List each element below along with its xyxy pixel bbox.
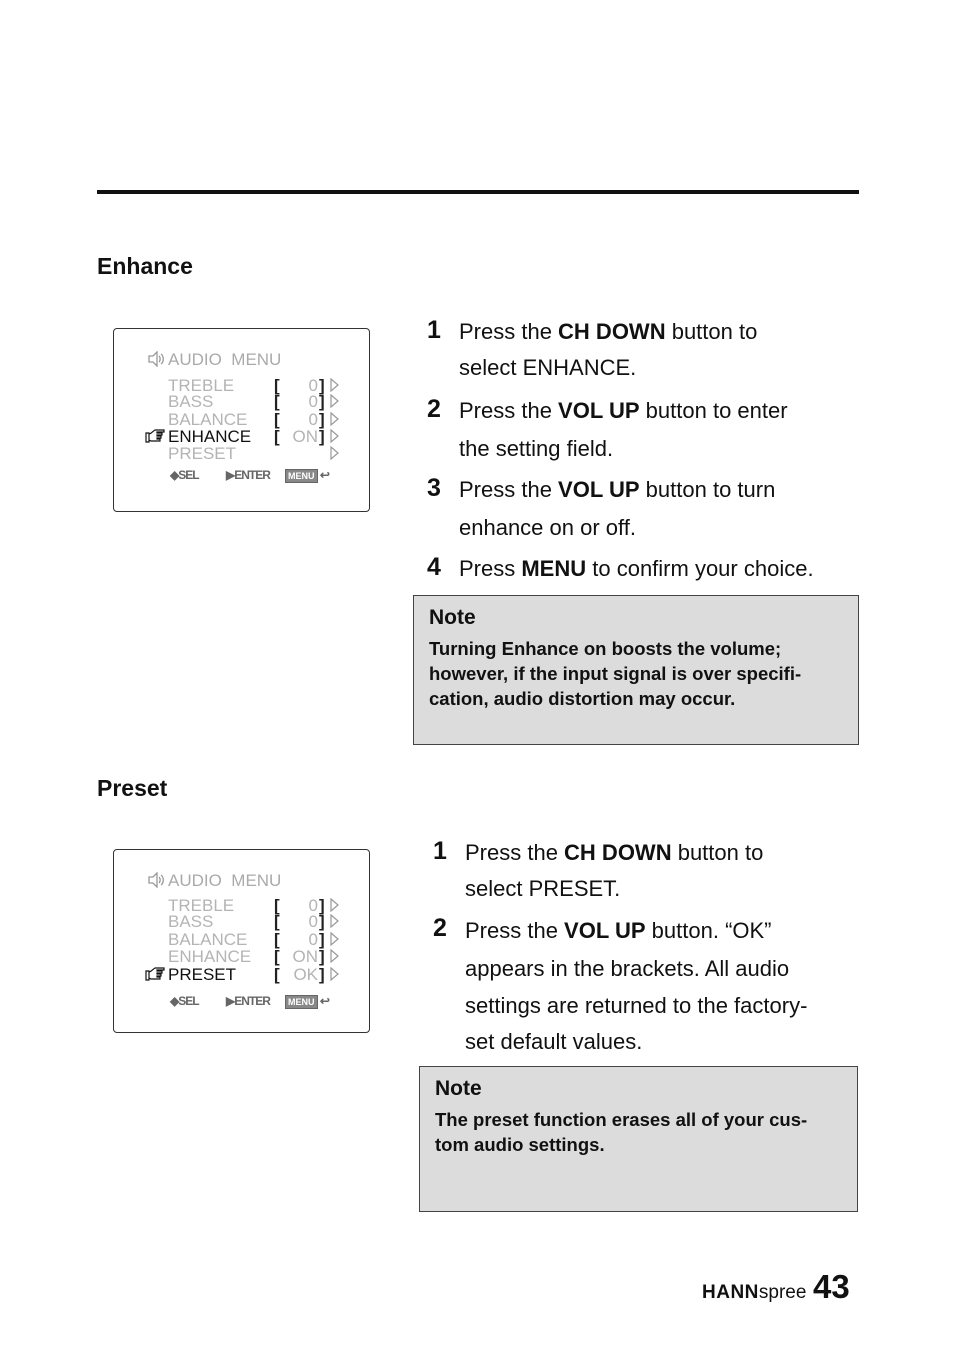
pointing-hand-icon [145, 429, 166, 444]
page-number: 43 [813, 1268, 850, 1305]
bracket-open: [ [274, 392, 280, 411]
bracket-close: ] [319, 427, 325, 446]
speaker-icon [147, 351, 165, 367]
step-text: button to [665, 319, 758, 344]
osd-title: AUDIO MENU [168, 871, 282, 890]
step-text: button. “OK” [645, 918, 772, 943]
step-text-line: appears in the brackets. All audio [465, 956, 790, 981]
step-button-name: VOL UP [558, 398, 640, 423]
note-box-enhance [413, 595, 859, 745]
bracket-close: ] [319, 392, 325, 411]
enter-label: ENTER [234, 994, 270, 1008]
osd-value-preset: OK [293, 965, 318, 984]
sel-label: SEL [178, 468, 199, 482]
section-title-enhance: Enhance [97, 253, 193, 279]
step-text-line: settings are returned to the factory- [465, 993, 808, 1018]
enhance-step-2 [427, 392, 788, 468]
bracket-open: [ [274, 427, 280, 446]
up-down-icon: ◆ [170, 994, 179, 1008]
step-button-name: CH DOWN [558, 319, 666, 344]
bracket-close: ] [319, 930, 325, 949]
note-body [429, 636, 843, 711]
play-icon: ▶ [226, 468, 235, 482]
step-button-name: VOL UP [564, 918, 646, 943]
step-number: 4 [427, 553, 441, 581]
step-text: Press [459, 556, 522, 581]
osd-row-balance: BALANCE [168, 410, 248, 429]
step-text: Press the [465, 840, 565, 865]
step-text: Press the [465, 918, 565, 943]
step-text-line2: select PRESET. [465, 876, 621, 901]
preset-step-1 [433, 835, 764, 907]
note-title: Note [429, 606, 476, 629]
sel-label: SEL [178, 994, 199, 1008]
triangle-right-icon [330, 394, 339, 408]
osd-footer-menu [285, 468, 329, 483]
triangle-right-icon [330, 949, 339, 963]
bracket-open: [ [274, 947, 280, 966]
note-title: Note [435, 1077, 482, 1100]
triangle-right-icon [330, 446, 339, 460]
step-button-name: VOL UP [558, 477, 640, 502]
up-down-icon: ◆ [170, 468, 179, 482]
brand-bold: HANN [702, 1282, 759, 1303]
osd-footer-menu [285, 994, 329, 1009]
triangle-right-icon [330, 967, 339, 981]
bracket-open: [ [274, 896, 280, 915]
preset-step-2 [433, 912, 808, 1060]
step-button-name: CH DOWN [564, 840, 672, 865]
enhance-step-1 [427, 314, 758, 386]
note-line: The preset function erases all of your cus- [435, 1109, 808, 1130]
step-text-line2: the setting field. [459, 436, 614, 461]
brand-logo [702, 1282, 806, 1304]
step-number: 3 [427, 474, 441, 502]
osd-footer-enter [226, 468, 270, 482]
step-number: 1 [433, 837, 447, 865]
menu-chip: MENU [285, 469, 318, 483]
enhance-step-3 [427, 471, 776, 547]
bracket-close: ] [319, 896, 325, 915]
step-text: button to enter [639, 398, 788, 423]
triangle-right-icon [330, 932, 339, 946]
bracket-close: ] [319, 376, 325, 395]
triangle-right-icon [330, 914, 339, 928]
bracket-open: [ [274, 930, 280, 949]
step-number: 2 [433, 914, 447, 942]
triangle-right-icon [330, 378, 339, 392]
osd-value-treble: 0 [308, 896, 318, 915]
header-rule [97, 190, 859, 194]
bracket-close: ] [319, 947, 325, 966]
osd-row-bass: BASS [168, 912, 214, 931]
osd-row-bass: BASS [168, 392, 214, 411]
step-button-name: MENU [521, 556, 587, 581]
osd-row-enhance: ENHANCE [168, 947, 252, 966]
note-line: however, if the input signal is over specifi- [429, 663, 802, 684]
bracket-open: [ [274, 410, 280, 429]
step-text: Press the [459, 398, 559, 423]
bracket-open: [ [274, 965, 280, 984]
step-text: button to turn [639, 477, 776, 502]
osd-footer-sel [170, 468, 199, 482]
note-line: cation, audio distortion may occur. [429, 688, 736, 709]
bracket-close: ] [319, 912, 325, 931]
osd-value-enhance: ON [292, 947, 318, 966]
step-text: to confirm your choice. [586, 556, 814, 581]
pointing-hand-icon [145, 967, 166, 982]
step-text-line2: select ENHANCE. [459, 355, 637, 380]
osd-row-preset: PRESET [168, 965, 237, 984]
osd-footer-sel [170, 994, 199, 1008]
step-text: Press the [459, 477, 559, 502]
osd-value-balance: 0 [308, 930, 318, 949]
step-text-line: set default values. [465, 1029, 643, 1054]
osd-audio-menu-preset [113, 849, 370, 1033]
osd-value-bass: 0 [308, 912, 318, 931]
triangle-right-icon [330, 429, 339, 443]
bracket-close: ] [319, 965, 325, 984]
step-text: Press the [459, 319, 559, 344]
speaker-icon [147, 872, 165, 888]
osd-row-preset: PRESET [168, 444, 237, 463]
triangle-right-icon [330, 898, 339, 912]
bracket-open: [ [274, 912, 280, 931]
osd-title: AUDIO MENU [168, 350, 282, 369]
enhance-step-4 [427, 551, 814, 587]
enter-label: ENTER [234, 468, 270, 482]
bracket-close: ] [319, 410, 325, 429]
osd-value-enhance: ON [292, 427, 318, 446]
play-icon: ▶ [226, 994, 235, 1008]
step-number: 2 [427, 395, 441, 423]
step-text-line2: enhance on or off. [459, 515, 636, 540]
return-icon: ↩ [319, 468, 329, 482]
osd-value-bass: 0 [308, 392, 318, 411]
osd-value-treble: 0 [308, 376, 318, 395]
note-line: tom audio settings. [435, 1134, 605, 1155]
note-line: Turning Enhance on boosts the volume; [429, 638, 782, 659]
osd-row-balance: BALANCE [168, 930, 248, 949]
note-box-preset [419, 1066, 858, 1212]
return-icon: ↩ [319, 994, 329, 1008]
note-body [435, 1107, 842, 1157]
osd-footer-enter [226, 994, 270, 1008]
menu-chip: MENU [285, 995, 318, 1009]
triangle-right-icon [330, 412, 339, 426]
osd-value-balance: 0 [308, 410, 318, 429]
osd-row-treble: TREBLE [168, 896, 235, 915]
osd-audio-menu-enhance [113, 328, 370, 512]
bracket-open: [ [274, 376, 280, 395]
osd-row-treble: TREBLE [168, 376, 235, 395]
brand-light: spree [758, 1282, 807, 1303]
step-text: button to [671, 840, 764, 865]
osd-row-enhance: ENHANCE [168, 427, 252, 446]
step-number: 1 [427, 316, 441, 344]
section-title-preset: Preset [97, 775, 168, 801]
